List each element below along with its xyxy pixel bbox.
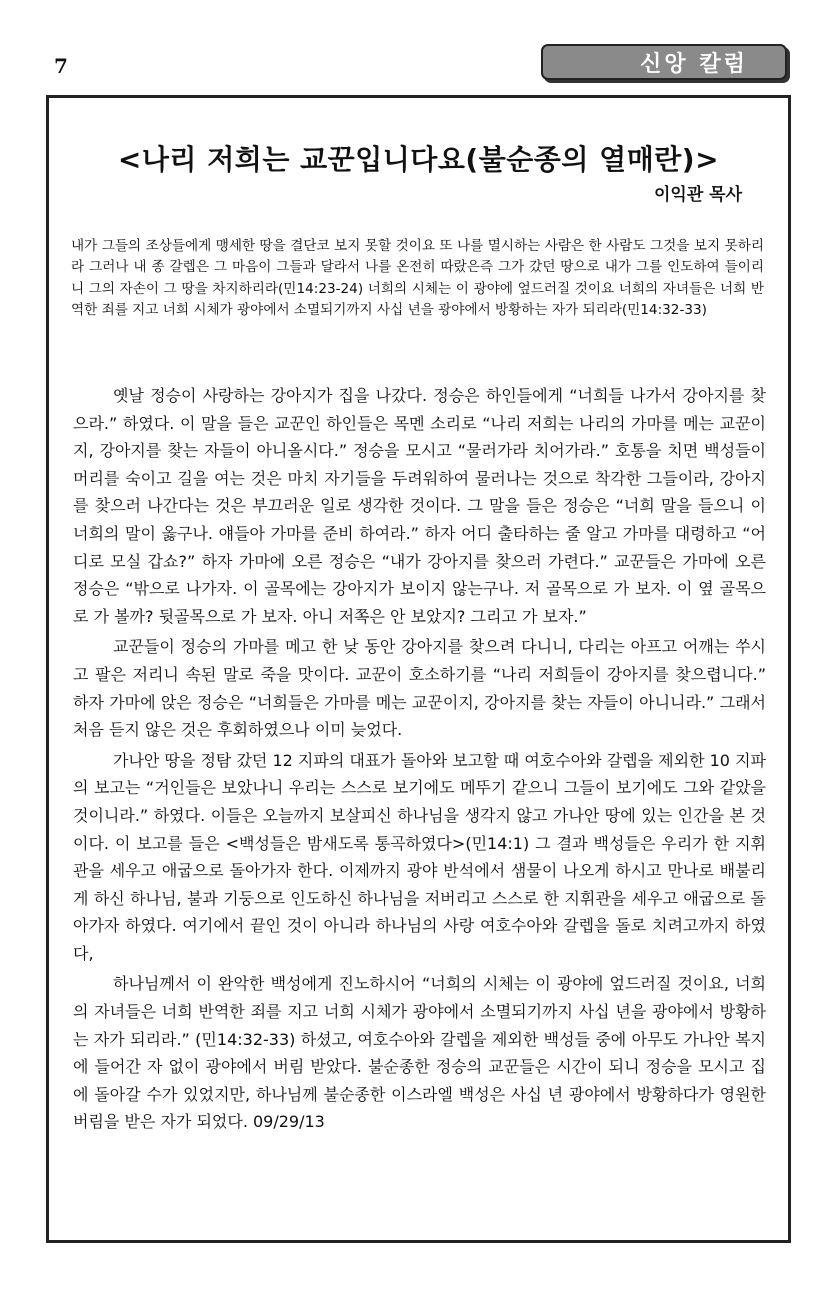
body-paragraph: 하나님께서 이 완악한 백성에게 진노하시어 “너희의 시체는 이 광야에 엎드러질 것이요, 너희의 자녀들은 너희 반역한 죄를 지고 너희 시체가 광야에서 소멸되기까지 사십 년을 광야에서 방황하는 자가 되리라.” (민14:32-33) 하셨고, 여호수아와 갈렙을 제외한 백성들 중에 아무도 가나안 복지에 들어간 자 없이 광야에서 버림 받았다. 불순종한 정승의 교꾼들은 시간이 되니 정승을 모시고 집에 돌아갈 수가 있었지만, 하나님께 불순종한 이스라엘 백성은 사십 년 광야에서 방황하다가 영원한 버림을 받은 자가 되었다. 09/29/13 (73, 974, 766, 1132)
body-paragraph: 교꾼들이 정승의 가마를 메고 한 낮 동안 강아지를 찾으려 다니니, 다리는 아프고 어깨는 쑤시고 팔은 저리니 속된 말로 죽을 맛이다. 교꾼이 호소하기를 “나리 저희들이 강아지를 찾으렵니다.” 하자 가마에 앉은 정승은 “너희들은 가마를 메는 교꾼이지, 강아지를 찾는 자들이 아니니라.” 그래서 처음 듣지 않은 것은 후회하였으나 이미 늦었다. (73, 637, 766, 740)
body-paragraph: 옛날 정승이 사랑하는 강아지가 집을 나갔다. 정승은 하인들에게 “너희들 나가서 강아지를 찾으라.” 하였다. 이 말을 들은 교꾼인 하인들은 목멘 소리로 “나리 저희는 나리의 가마를 메는 교꾼이지, 강아지를 찾는 자들이 아니올시다.” 정승을 모시고 “물러가라 치어가라.” 호통을 치면 백성들이 머리를 숙이고 길을 여는 것은 마치 자기들을 두려워하여 물러나는 것으로 착각한 그들이라, 강아지를 찾으러 나간다는 것은 부끄러운 일로 생각한 것이다. 그 말을 들은 정승은 “너희 말을 들으니 이 너희의 말이 옳구나. 얘들아 가마를 준비 하여라.” 하자 어디 출타하는 줄 알고 가마를 대령하고 “어디로 모실 갑쇼?” 하자 가마에 오른 정승은 “내가 강아지를 찾으러 가련다.” 교꾼들은 가마에 오른 정승은 “밖으로 나가자. 이 골목에는 강아지가 보이지 않는구나. 저 골목으로 가 보자. 이 옆 골목으로 가 볼까? 뒷골목으로 가 보자. 아니 저쪽은 안 보았지? 그리고 가 보자.” (73, 386, 766, 626)
article-body (73, 382, 766, 1139)
section-tab (541, 44, 787, 80)
article-author: 이익관 목사 (653, 185, 742, 205)
page-number: 7 (54, 54, 68, 78)
scripture-epigraph: 내가 그들의 조상들에게 맹세한 땅을 결단코 보지 못할 것이요 또 나를 멸시하는 사람은 한 사람도 그것을 보지 못하리라 그러나 내 종 갈렙은 그 마음이 그들과 달라서 나를 온전히 따랐은즉 그가 갔던 땅으로 내가 그를 인도하여 들이리니 그의 자손이 그 땅을 차지하리라(민14:23-24) 너희의 시체는 이 광야에 엎드러질 것이요 너희의 자녀들은 너희 반역한 죄를 지고 너희 시체가 광야에서 소멸되기까지 사십 년을 광야에서 방황하는 자가 되리라(민14:32-33) (71, 238, 764, 318)
article-frame (46, 95, 791, 1243)
article-title: <나리 저희는 교꾼입니다요(불순종의 열매란)> (117, 143, 720, 176)
body-paragraph: 가나안 땅을 정탐 갔던 12 지파의 대표가 돌아와 보고할 때 여호수아와 갈렙을 제외한 10 지파의 보고는 “거인들은 보았나니 우리는 스스로 보기에도 메뚜기 같으니 그들이 보기에도 그와 같았을 것이니라.” 하였다. 이들은 오늘까지 보살피신 하나님을 생각지 않고 가나안 땅에 있는 인간을 본 것이다. 이 보고를 들은 <백성들은 밤새도록 통곡하였다>(민14:1) 그 결과 백성들은 우리가 한 지휘관을 세우고 애굽으로 돌아가자 한다. 이제까지 광야 반석에서 샘물이 나오게 하시고 만나로 배불리게 하신 하나님, 불과 기둥으로 인도하신 하나님을 저버리고 스스로 한 지휘관을 세우고 애굽으로 돌아가자 하였다. 여기에서 끝인 것이 아니라 하나님의 사랑 여호수아와 갈렙을 돌로 치려고까지 하였다, (73, 750, 766, 963)
section-label: 신앙 칼럼 (640, 51, 748, 77)
